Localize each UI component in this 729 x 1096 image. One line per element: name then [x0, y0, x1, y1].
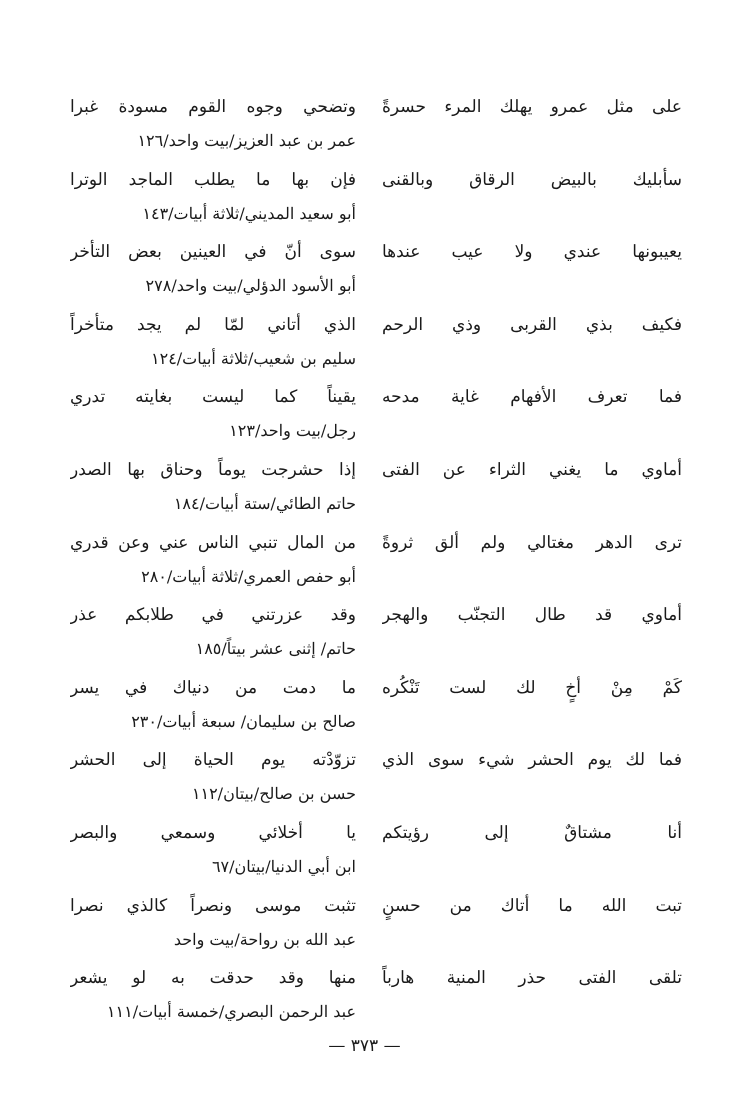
poet-attribution: عمر بن عبد العزيز/بيت واحد/١٢٦ [137, 131, 356, 150]
poet-attribution: حسن بن صالح/بيتان/١١٢ [191, 784, 356, 804]
second-hemistich: من المال تنبي الناس عني وعن قدري [70, 532, 356, 553]
poet-attribution: حاتم الطائي/ستة أبيات/١٨٤ [173, 493, 356, 513]
first-hemistich: فكيف بذي القربى وذي الرحم [382, 314, 682, 335]
second-hemistich: الذي أتاني لمّا لم يجد متأخراً [70, 314, 356, 335]
first-hemistich: على مثل عمرو يهلك المرء حسرةً [382, 97, 682, 117]
poet-attribution: أبو سعيد المديني/ثلاثة أبيات/١٤٣ [142, 203, 356, 223]
first-hemistich: سأبليك بالبيض الرقاق وبالقنى [382, 169, 682, 190]
verse-entry [70, 165, 682, 238]
verse-entry [70, 818, 682, 891]
verse-entry [70, 600, 682, 673]
verse-entry [70, 310, 682, 383]
page-number: — ٣٧٣ — [328, 1036, 401, 1056]
second-hemistich: ما دمت من دنياك في يسر [70, 677, 356, 698]
verse-entry [70, 382, 682, 455]
first-hemistich: كَمْ مِنْ أخٍ لك لست تَنْكُره [382, 677, 682, 698]
first-hemistich: يعيبونها عندي ولا عيب عندها [382, 242, 682, 263]
verse-entry [70, 745, 682, 818]
second-hemistich: سوى أنّ في العينين بعض التأخر [70, 242, 356, 263]
second-hemistich: تزوّدْته يوم الحياة إلى الحشر [70, 750, 356, 771]
poet-attribution: عبد الرحمن البصري/خمسة أبيات/١١١ [106, 1002, 356, 1022]
first-hemistich: أنا مشتاقٌ إلى رؤيتكم [382, 822, 682, 843]
second-hemistich: فإن بها ما يطلب الماجد الوترا [70, 169, 356, 190]
poet-attribution: أبو حفص العمري/ثلاثة أبيات/٢٨٠ [141, 566, 356, 586]
verse-entry [70, 963, 682, 1036]
second-hemistich: تثبت موسى ونصراً كالذي نصرا [70, 895, 356, 916]
first-hemistich: ترى الدهر مغتالي ولم ألق ثروةً [382, 532, 682, 553]
second-hemistich: يقيناً كما ليست بغايته تدري [70, 387, 356, 408]
second-hemistich: يا أخلائي وسمعي والبصر [70, 822, 356, 843]
second-hemistich: وتضحي وجوه القوم مسودة غبرا [70, 97, 356, 117]
poet-attribution: عبد الله بن رواحة/بيت واحد [173, 929, 356, 949]
second-hemistich: إذا حشرجت يوماً وحناق بها الصدر [70, 459, 356, 480]
first-hemistich: أماوي ما يغني الثراء عن الفتى [382, 459, 682, 480]
first-hemistich: فما لك يوم الحشر شيء سوى الذي [382, 750, 682, 771]
poet-attribution: أبو الأسود الدؤلي/بيت واحد/٢٧٨ [145, 276, 356, 296]
second-hemistich: منها وقد حدقت به لو يشعر [70, 968, 356, 989]
poet-attribution: ابن أبي الدنيا/بيتان/٦٧ [211, 856, 356, 876]
poet-attribution: حاتم/ إثنى عشر بيتاً/١٨٥ [195, 639, 356, 659]
poet-attribution: سليم بن شعيب/ثلاثة أبيات/١٢٤ [151, 348, 356, 368]
poet-attribution: صالح بن سليمان/ سبعة أبيات/٢٣٠ [131, 711, 356, 731]
verse-entry [70, 455, 682, 528]
first-hemistich: أماوي قد طال التجنّب والهجر [382, 605, 682, 626]
verse-entry [70, 237, 682, 310]
first-hemistich: تبت الله ما أتاك من حسنٍ [382, 895, 682, 916]
verse-entry [70, 673, 682, 746]
poet-attribution: رجل/بيت واحد/١٢٣ [229, 421, 356, 441]
verse-index-list [70, 92, 682, 1036]
first-hemistich: تلقى الفتى حذر المنية هارباً [382, 968, 682, 989]
second-hemistich: وقد عزرتني في طلابكم عذر [70, 605, 356, 626]
verse-entry [70, 528, 682, 601]
verse-entry [70, 92, 682, 165]
verse-entry [70, 891, 682, 964]
first-hemistich: فما تعرف الأفهام غاية مدحه [382, 387, 682, 408]
